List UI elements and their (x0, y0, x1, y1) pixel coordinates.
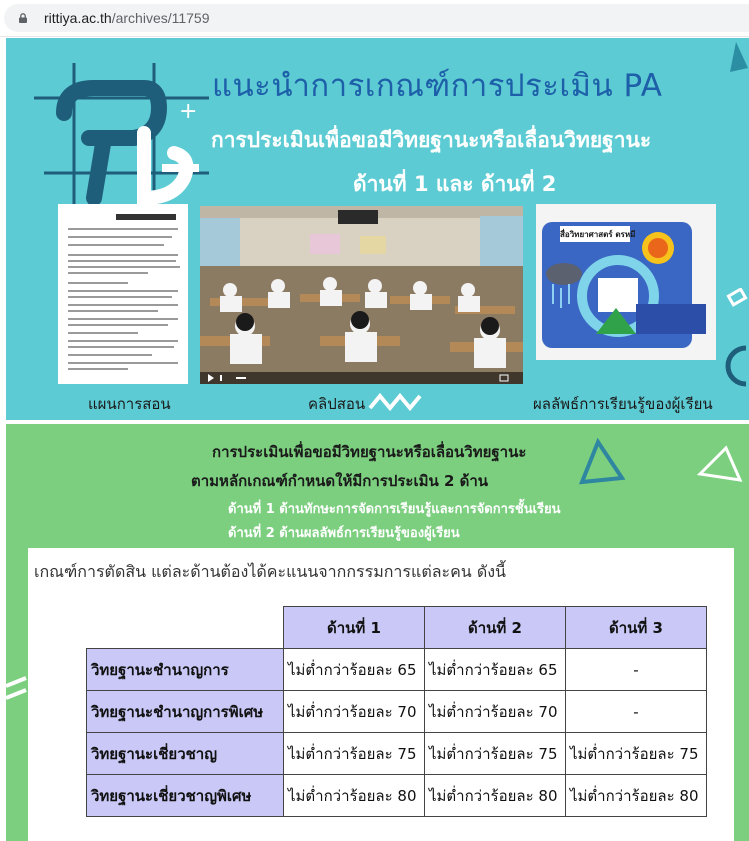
table-header-row (87, 607, 707, 649)
lesson-plan-thumbnail (58, 204, 188, 384)
banner-subtitle: การประเมินเพื่อขอมีวิทยฐานะหรือเลื่อนวิทยฐานะ (211, 128, 652, 152)
table-cell: ไม่ต่ำกว่าร้อยละ 80 (566, 775, 707, 817)
criteria-table (86, 606, 707, 817)
table-row (87, 691, 707, 733)
triangle-decoration (578, 438, 628, 488)
caption-learning-outcomes: ผลลัพธ์การเรียนรู้ของผู้เรียน (533, 395, 713, 413)
table-cell: ไม่ต่ำกว่าร้อยละ 75 (566, 733, 707, 775)
table-cell: ไม่ต่ำกว่าร้อยละ 65 (284, 649, 425, 691)
pa-logo-graphic (34, 58, 214, 223)
row-header: วิทยฐานะชำนาญการ (87, 649, 284, 691)
table-cell: - (566, 691, 707, 733)
table-cell: ไม่ต่ำกว่าร้อยละ 75 (425, 733, 566, 775)
table-cell: - (566, 649, 707, 691)
row-header: วิทยฐานะเชี่ยวชาญ (87, 733, 284, 775)
table-cell: ไม่ต่ำกว่าร้อยละ 65 (425, 649, 566, 691)
table-cell: ไม่ต่ำกว่าร้อยละ 80 (425, 775, 566, 817)
caption-lesson-plan: แผนการสอน (88, 395, 171, 413)
criteria-heading: เกณฑ์การตัดสิน แต่ละด้านต้องได้คะแนนจากกรรมการแต่ละคน ดังนี้ (34, 562, 506, 581)
section-subtitle: ตามหลักเกณฑ์กำหนดให้มีการประเมิน 2 ด้าน (191, 472, 489, 490)
lock-icon[interactable] (18, 13, 28, 23)
table-cell: ไม่ต่ำกว่าร้อยละ 75 (284, 733, 425, 775)
url-text[interactable] (44, 10, 210, 26)
side-1-description: ด้านที่ 1 ด้านทักษะการจัดการเรียนรู้และการจัดการชั้นเรียน (228, 502, 561, 517)
caption-video-clip: คลิปสอน (308, 395, 366, 413)
poster-label: สื่อวิทยาศาสตร์ ตรหมี (560, 230, 636, 239)
row-header: วิทยฐานะชำนาญการพิเศษ (87, 691, 284, 733)
decorative-shapes (706, 288, 749, 398)
svg-text:+: + (179, 99, 198, 124)
decorative-arrow (726, 38, 749, 78)
column-header: ด้านที่ 2 (425, 607, 566, 649)
classroom-video-thumbnail[interactable] (200, 206, 523, 384)
classroom-photo (200, 206, 523, 384)
table-cell: ไม่ต่ำกว่าร้อยละ 80 (284, 775, 425, 817)
address-bar (0, 0, 749, 37)
table-cell: ไม่ต่ำกว่าร้อยละ 70 (425, 691, 566, 733)
url-host: rittiya.ac.th (44, 10, 112, 26)
document-icon (58, 204, 188, 384)
side-2-description: ด้านที่ 2 ด้านผลลัพธ์การเรียนรู้ของผู้เรียน (228, 526, 460, 541)
triangle-decoration-outline (696, 444, 746, 484)
url-path: /archives/11759 (111, 10, 210, 26)
url-field[interactable] (4, 4, 749, 32)
table-row (87, 649, 707, 691)
banner-title: แนะนำการเกณฑ์การประเมิน PA (212, 68, 663, 104)
header-corner-cell (87, 607, 284, 649)
section-title: การประเมินเพื่อขอมีวิทยฐานะหรือเลื่อนวิทยฐานะ (212, 443, 527, 461)
zigzag-decoration (368, 392, 428, 412)
criteria-panel (28, 548, 734, 841)
table-row (87, 775, 707, 817)
table-row (87, 733, 707, 775)
column-header: ด้านที่ 1 (284, 607, 425, 649)
column-header: ด้านที่ 3 (566, 607, 707, 649)
pa-banner-image (6, 38, 749, 420)
learning-outcome-thumbnail (536, 204, 716, 360)
banner-subtitle-sides: ด้านที่ 1 และ ด้านที่ 2 (353, 172, 557, 196)
table-cell: ไม่ต่ำกว่าร้อยละ 70 (284, 691, 425, 733)
row-header: วิทยฐานะเชี่ยวชาญพิเศษ (87, 775, 284, 817)
